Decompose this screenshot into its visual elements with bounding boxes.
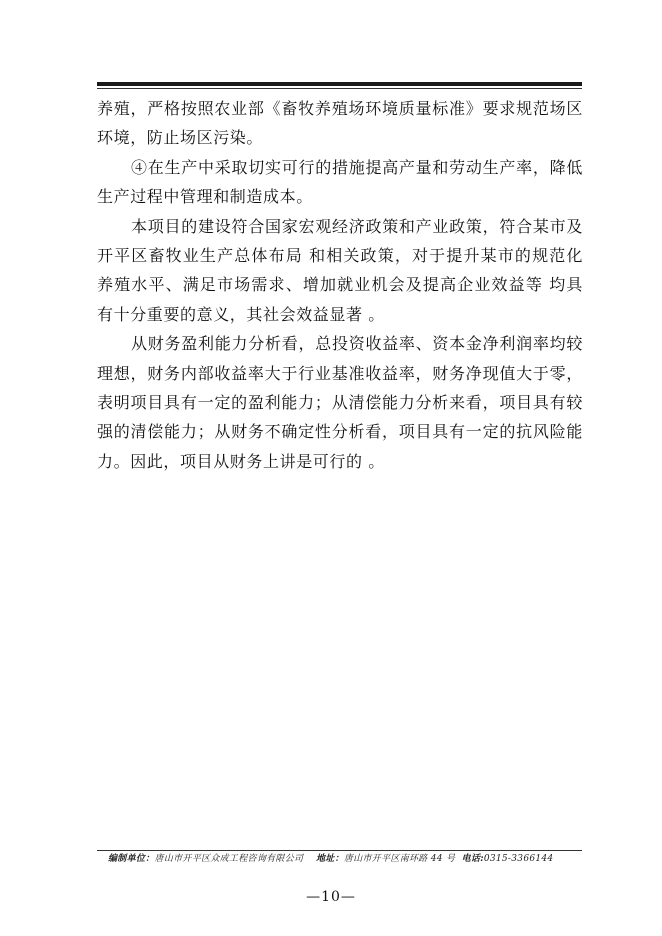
footer-rule <box>97 850 582 851</box>
page-number: —10— <box>306 889 356 905</box>
footer-address-value: 唐山市开平区南环路 44 号 <box>343 854 456 864</box>
footer-unit-value: 唐山市开平区众成工程咨询有限公司 <box>154 854 304 864</box>
footer <box>108 852 568 867</box>
footer-phone-value: 0315-3366144 <box>483 854 554 864</box>
footer-address-label: 地址： <box>315 854 344 864</box>
document-body <box>97 94 583 476</box>
footer-unit-label: 编制单位： <box>108 854 155 864</box>
paragraph-1: 养殖，严格按照农业部《畜牧养殖场环境质量标准》要求规范场区环境，防止场区污染。 <box>97 99 583 148</box>
paragraph-2: ④在生产中采取切实可行的措施提高产量和劳动生产率，降低生产过程中管理和制造成本。 <box>97 157 583 207</box>
header-rule-thin <box>97 88 582 89</box>
header-rule <box>97 82 582 86</box>
footer-phone-label: 电话: <box>461 854 484 864</box>
paragraph-4: 从财务盈利能力分析看，总投资收益率、资本金净利润率均较理想，财务内部收益率大于行业基准收益率，财务净现值大于零，表明项目具有一定的盈利能力；从清偿能力分析来看，项目具有较强的清偿能力；从财务不确定性分析看，项目具有一定的抗风险能力。因此，项目从财务上讲是可行的 。 <box>97 334 583 471</box>
paragraph-3: 本项目的建设符合国家宏观经济政策和产业政策，符合某市及 开平区畜牧业生产总体布局 和相关政策，对于提升某市的规范化养殖水平、满足市场需求、增加就业机会及提高企业效益等 均具有十分重要的意义，其社会效益显著 。 <box>97 216 583 324</box>
